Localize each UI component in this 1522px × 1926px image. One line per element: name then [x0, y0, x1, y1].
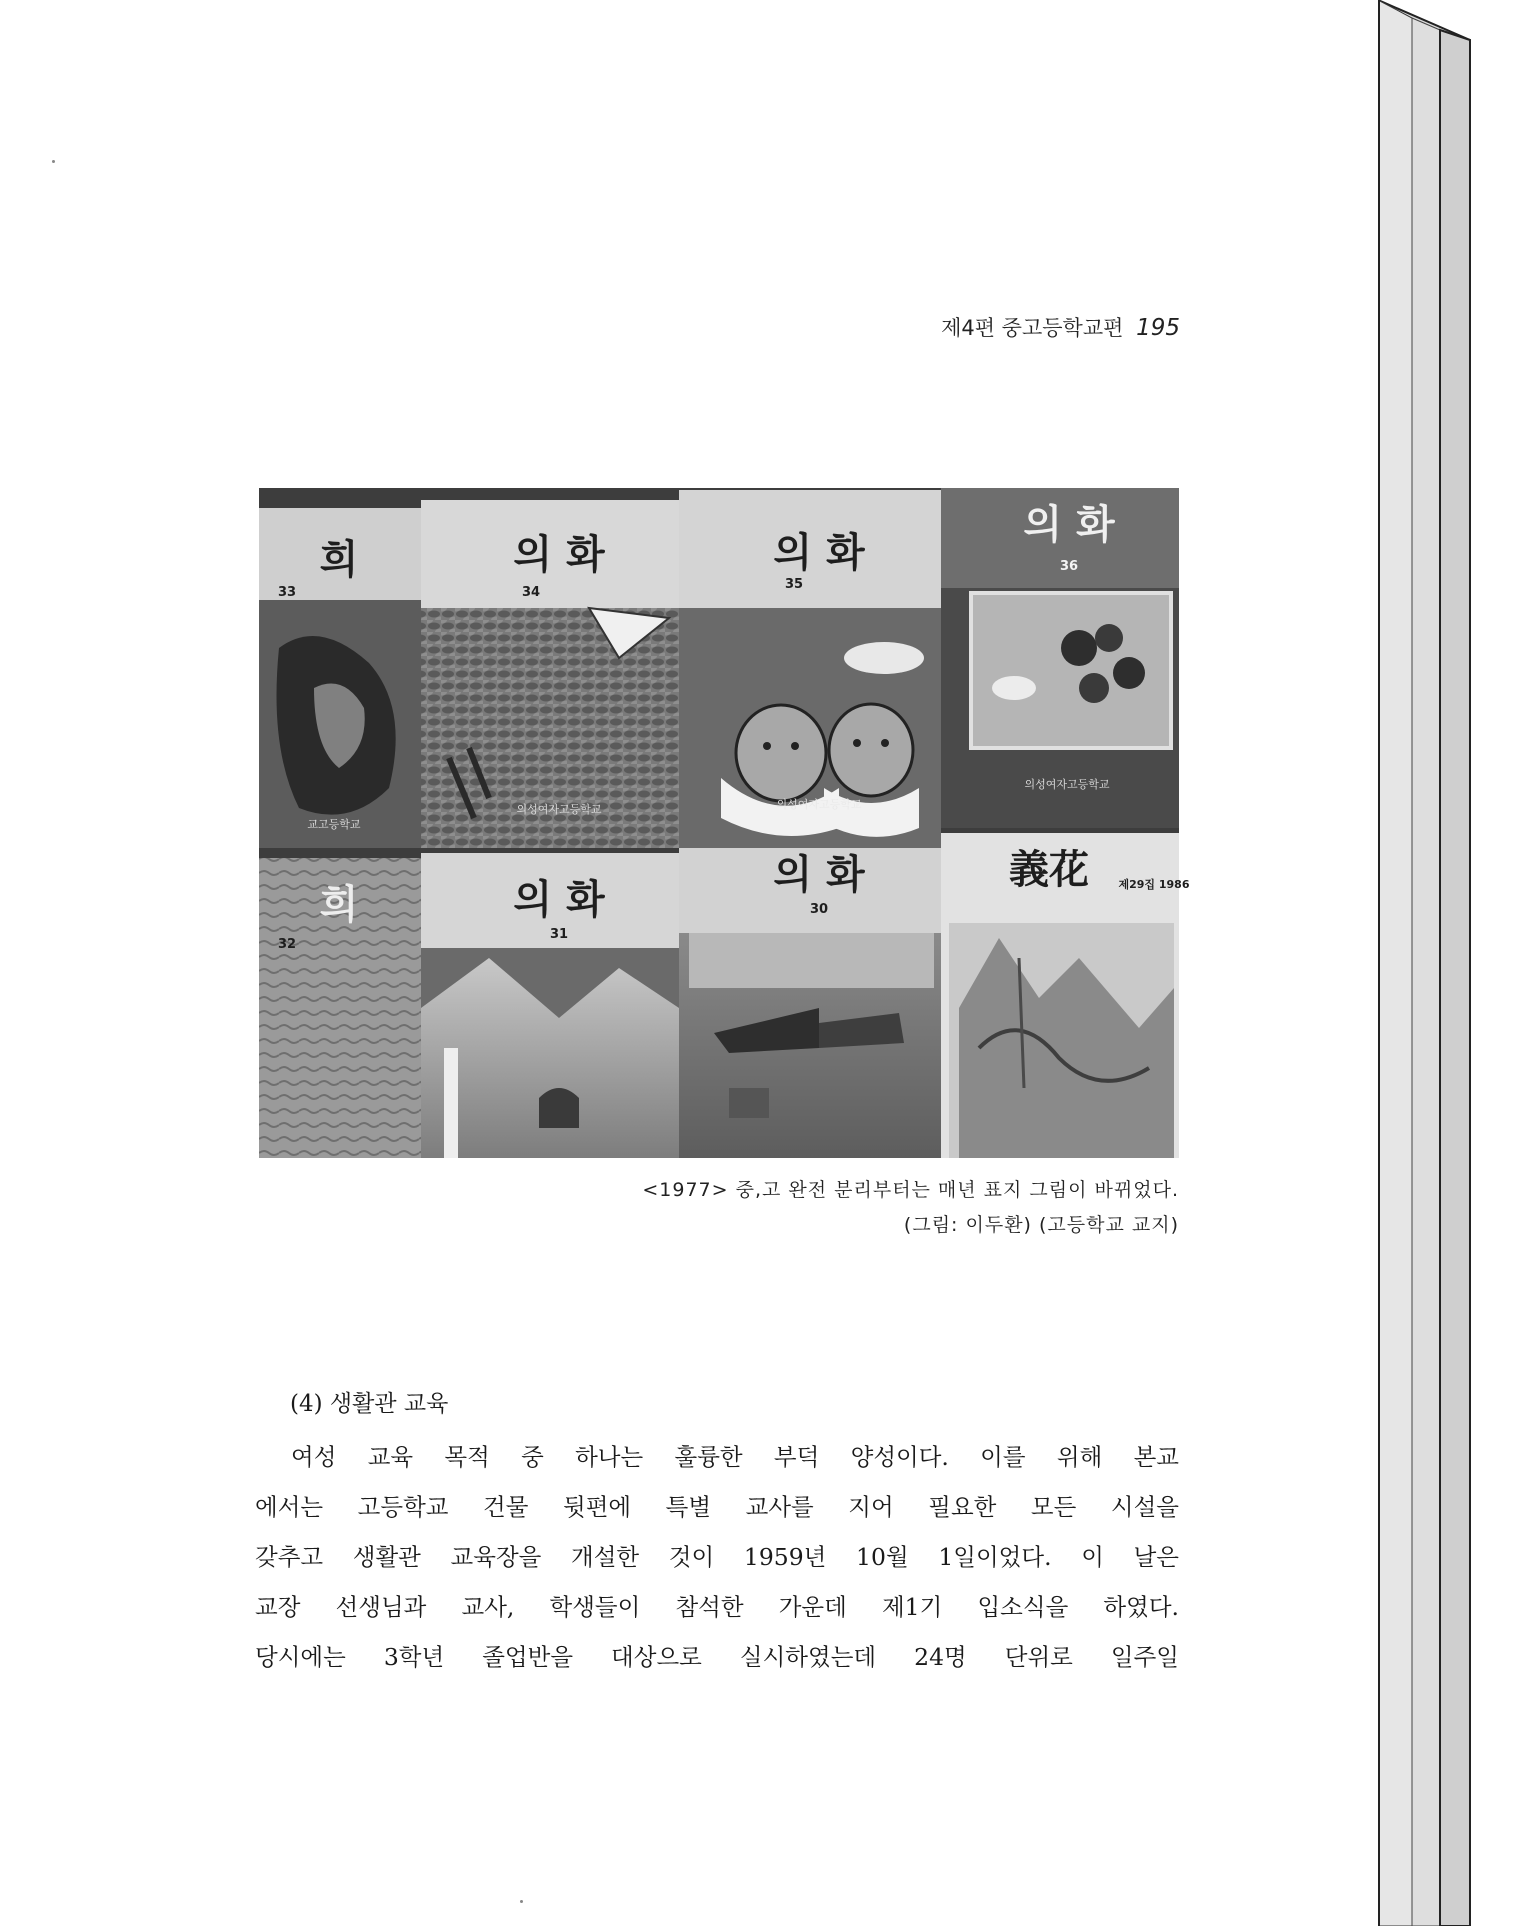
cover-school-name: 의성여자고등학교 [1024, 778, 1110, 791]
cover-school-name: 교고등학교 [307, 818, 361, 831]
cover-issue-number: 제29집 1986 [1118, 878, 1190, 891]
scan-speck [520, 1900, 523, 1903]
cover-title: 희 [319, 536, 359, 583]
cover-issue-number: 31 [549, 927, 569, 942]
cover-issue-number: 36 [1059, 559, 1079, 574]
page-number: 195 [1136, 315, 1180, 341]
body-line: 당시에는 3학년 졸업반을 대상으로 실시하였는데 24명 단위로 일주일 [255, 1643, 1179, 1671]
body-line: 여성 교육 목적 중 하나는 훌륭한 부덕 양성이다. 이를 위해 본교 [291, 1443, 1179, 1471]
body-line: 갖추고 생활관 교육장을 개설한 것이 1959년 10월 1일이었다. 이 날은 [255, 1543, 1179, 1571]
cover-issue-number: 30 [809, 902, 829, 917]
cover-issue-number: 33 [277, 585, 297, 600]
cover-title: 의 화 [513, 876, 605, 923]
cover-issue-number: 34 [521, 585, 541, 600]
cover-issue-number: 32 [277, 937, 297, 952]
magazine-covers-photo [259, 488, 1190, 1158]
header-section-title: 제4편 중고등학교편 [941, 316, 1124, 340]
scan-speck [52, 160, 55, 163]
body-paragraph [255, 1432, 1179, 1682]
cover-title: 의 화 [773, 851, 865, 898]
photo-caption-line-2: (그림: 이두환) (고등학교 교지) [903, 1214, 1179, 1236]
cover-school-name: 의성여자고등학교 [776, 798, 862, 811]
cover-title: 의 화 [1023, 501, 1115, 548]
cover-title: 의 화 [773, 529, 865, 576]
body-line: 교장 선생님과 교사, 학생들이 참석한 가운데 제1기 입소식을 하였다. [255, 1593, 1179, 1621]
cover-title: 義花 [1009, 846, 1089, 893]
photo-caption-line-1: <1977> 중,고 완전 분리부터는 매년 표지 그림이 바뀌었다. [642, 1179, 1179, 1201]
cover-school-name: 의성여자고등학교 [516, 803, 602, 816]
cover-title: 의 화 [513, 531, 605, 578]
cover-title: 희 [319, 881, 359, 928]
running-header [0, 312, 1180, 342]
cover-issue-number: 35 [784, 577, 804, 592]
section-heading: (4) 생활관 교육 [290, 1391, 449, 1417]
body-line: 에서는 고등학교 건물 뒷편에 특별 교사를 지어 필요한 모든 시설을 [255, 1493, 1179, 1521]
